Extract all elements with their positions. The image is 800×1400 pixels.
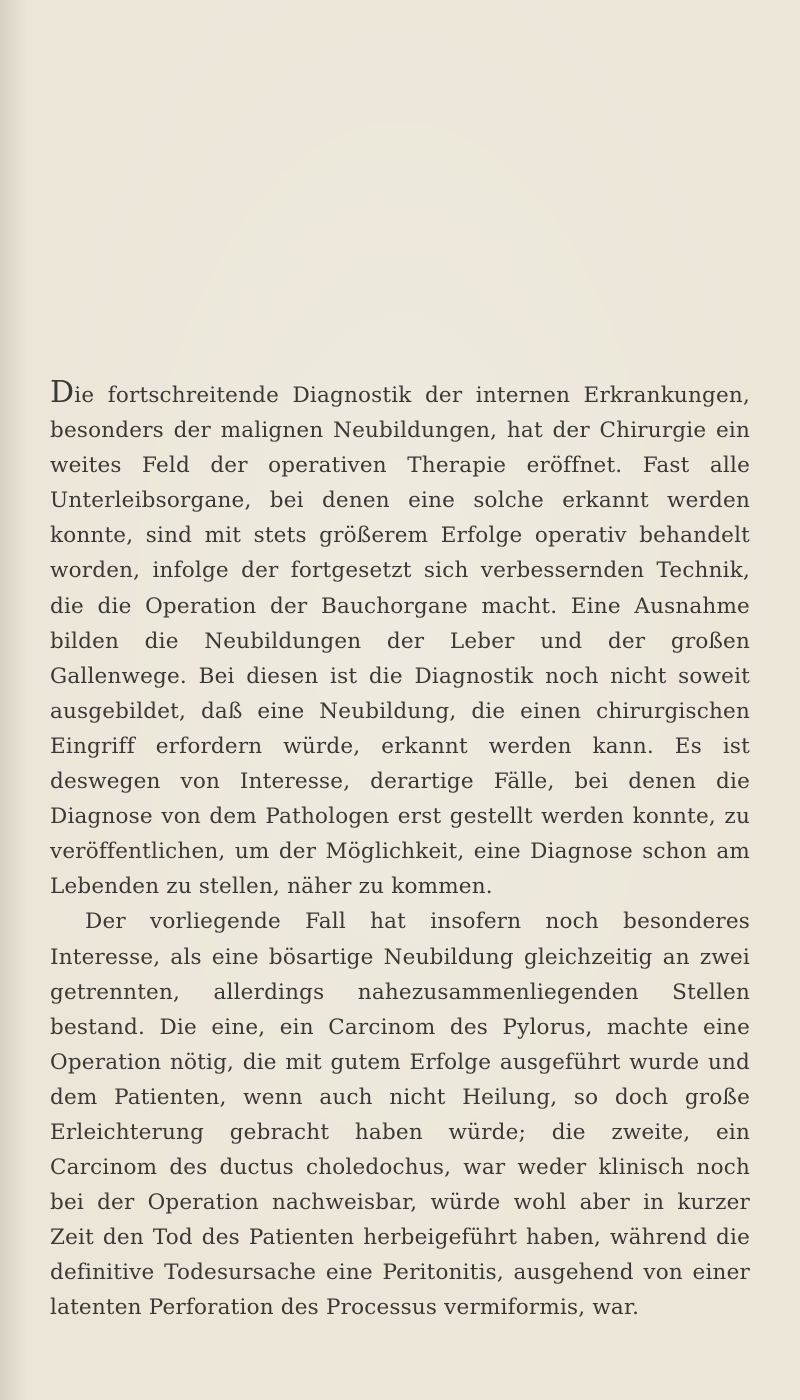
body-text bbox=[50, 375, 750, 1326]
paragraph-2: Der vorliegende Fall hat insofern noch besonderes Interesse, als eine bösartige Neubildung gleichzeitig an zwei getrennten, allerdings nahezusammenliegenden Stellen bestand. Die eine, ein Carcinom des Pylorus, machte eine Operation nötig, die mit gutem Erfolge ausgeführt wurde und dem Patienten, wenn auch nicht Heilung, so doch große Erleichterung gebracht haben würde; die zweite, ein Carcinom des ductus choledochus, war weder klinisch noch bei der Operation nachweisbar, würde wohl aber in kurzer Zeit den Tod des Patienten herbeigeführt haben, während die definitive Todesursache eine Peritonitis, ausgehend von einer latenten Perforation des Processus vermiformis, war. bbox=[50, 909, 750, 1321]
paragraph-1: Die fortschreitende Diagnostik der internen Erkrankungen, besonders der malignen Neubildungen, hat der Chirurgie ein weites Feld der operativen Therapie eröffnet. Fast alle Unterleibsorgane, bei denen eine solche erkannt werden konnte, sind mit stets größerem Erfolge operativ behandelt worden, infolge der fortgesetzt sich verbessernden Technik, die die Operation der Bauchorgane macht. Eine Ausnahme bilden die Neubildungen der Leber und der großen Gallenwege. Bei diesen ist die Diagnostik noch nicht soweit ausgebildet, daß eine Neubildung, die einen chirurgischen Eingriff erfordern würde, erkannt werden kann. Es ist deswegen von Interesse, derartige Fälle, bei denen die Diagnose von dem Pathologen erst gestellt werden konnte, zu veröffentlichen, um der Möglichkeit, eine Diagnose schon am Lebenden zu stellen, näher zu kommen. bbox=[50, 375, 750, 900]
binding-shadow bbox=[0, 0, 28, 1400]
